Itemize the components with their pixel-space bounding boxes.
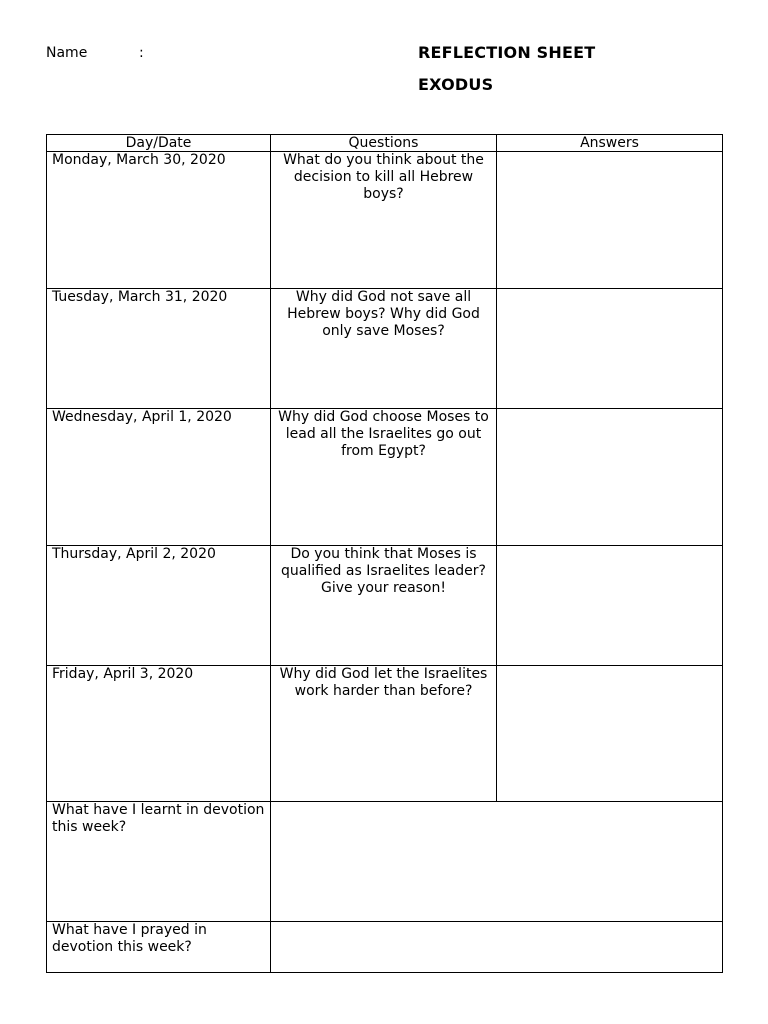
question-cell: Why did God let the Israelites work harder than before? [271,666,497,802]
question-cell: What do you think about the decision to kill all Hebrew boys? [271,152,497,289]
day-date-cell: Monday, March 30, 2020 [47,152,271,289]
answer-cell[interactable] [497,409,723,546]
sheet-subtitle: EXODUS [418,75,494,94]
question-cell: Why did God not save all Hebrew boys? Why did God only save Moses? [271,289,497,409]
table-row [47,546,723,666]
reflection-table [46,134,723,973]
question-cell: Do you think that Moses is qualified as Israelites leader? Give your reason! [271,546,497,666]
column-header-questions: Questions [271,135,497,152]
column-header-day-date: Day/Date [47,135,271,152]
table-row [47,152,723,289]
answer-cell[interactable] [497,289,723,409]
reflection-label: What have I learnt in devotion this week? [47,802,271,922]
day-date-cell: Friday, April 3, 2020 [47,666,271,802]
name-colon: : [139,45,144,61]
reflection-answer-cell[interactable] [271,802,723,922]
reflection-answer-cell[interactable] [271,922,723,973]
answer-cell[interactable] [497,666,723,802]
table-header-row [47,135,723,152]
day-date-cell: Tuesday, March 31, 2020 [47,289,271,409]
reflection-label: What have I prayed in devotion this week? [47,922,271,973]
question-cell: Why did God choose Moses to lead all the Israelites go out from Egypt? [271,409,497,546]
column-header-answers: Answers [497,135,723,152]
table-row [47,409,723,546]
day-date-cell: Wednesday, April 1, 2020 [47,409,271,546]
sheet-title: REFLECTION SHEET [418,43,596,62]
reflection-row-prayed [47,922,723,973]
table-row [47,289,723,409]
name-label: Name [46,45,88,61]
answer-cell[interactable] [497,152,723,289]
answer-cell[interactable] [497,546,723,666]
day-date-cell: Thursday, April 2, 2020 [47,546,271,666]
table-row [47,666,723,802]
reflection-row-learnt [47,802,723,922]
